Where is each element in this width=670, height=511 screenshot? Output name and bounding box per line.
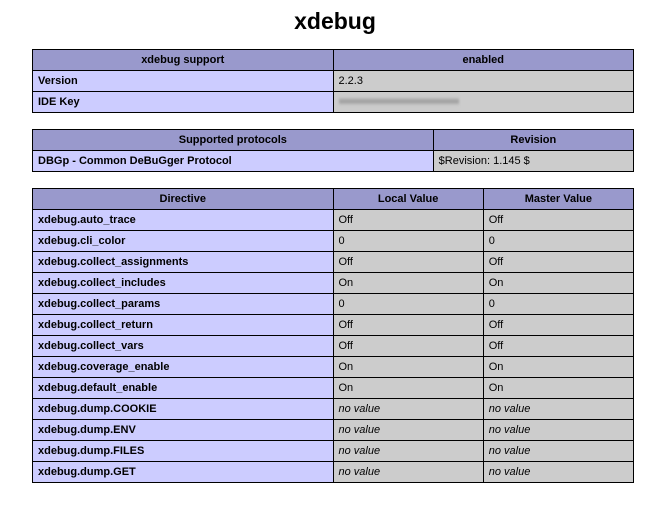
version-label: Version — [33, 71, 334, 92]
directive-header-local: Local Value — [333, 189, 483, 210]
directive-master-value: Off — [483, 210, 633, 231]
table-row — [33, 441, 634, 462]
directive-master-value: no value — [483, 420, 633, 441]
table-row — [33, 357, 634, 378]
directive-master-value: On — [483, 273, 633, 294]
directive-local-value: no value — [333, 462, 483, 483]
table-row — [33, 462, 634, 483]
table-row — [33, 92, 634, 113]
table-row — [33, 315, 634, 336]
directive-local-value: no value — [333, 441, 483, 462]
directive-name: xdebug.collect_params — [33, 294, 334, 315]
directive-master-value: no value — [483, 462, 633, 483]
table-row — [33, 273, 634, 294]
directive-name: xdebug.collect_return — [33, 315, 334, 336]
directive-local-value: no value — [333, 420, 483, 441]
directive-master-value: no value — [483, 399, 633, 420]
version-value: 2.2.3 — [333, 71, 634, 92]
directives-table — [32, 188, 634, 483]
directive-name: xdebug.collect_assignments — [33, 252, 334, 273]
directive-master-value: Off — [483, 252, 633, 273]
directive-name: xdebug.dump.FILES — [33, 441, 334, 462]
protocol-revision: $Revision: 1.145 $ — [433, 151, 633, 172]
table-row — [33, 210, 634, 231]
ide-key-label: IDE Key — [33, 92, 334, 113]
directive-name: xdebug.dump.COOKIE — [33, 399, 334, 420]
support-header-label: xdebug support — [33, 50, 334, 71]
directive-local-value: On — [333, 378, 483, 399]
directive-name: xdebug.collect_vars — [33, 336, 334, 357]
directive-master-value: Off — [483, 315, 633, 336]
directive-master-value: On — [483, 357, 633, 378]
xdebug-info-page — [0, 8, 670, 483]
supported-protocols-table — [32, 129, 634, 172]
directive-name: xdebug.default_enable — [33, 378, 334, 399]
ide-key-value — [333, 92, 634, 113]
directive-header-name: Directive — [33, 189, 334, 210]
table-row — [33, 231, 634, 252]
directive-name: xdebug.dump.ENV — [33, 420, 334, 441]
page-title: xdebug — [294, 8, 376, 34]
directive-local-value: On — [333, 273, 483, 294]
directive-name: xdebug.collect_includes — [33, 273, 334, 294]
directive-master-value: 0 — [483, 294, 633, 315]
directive-local-value: no value — [333, 399, 483, 420]
directive-master-value: Off — [483, 336, 633, 357]
directive-name: xdebug.auto_trace — [33, 210, 334, 231]
directive-name: xdebug.dump.GET — [33, 462, 334, 483]
directive-header-master: Master Value — [483, 189, 633, 210]
directive-master-value: 0 — [483, 231, 633, 252]
table-header-row — [33, 189, 634, 210]
table-row — [33, 336, 634, 357]
directive-name: xdebug.cli_color — [33, 231, 334, 252]
table-row — [33, 252, 634, 273]
table-row — [33, 399, 634, 420]
xdebug-support-table — [32, 49, 634, 113]
table-header-row — [33, 50, 634, 71]
protocols-header-revision: Revision — [433, 130, 633, 151]
table-row — [33, 378, 634, 399]
redacted-value-icon — [339, 97, 459, 106]
table-row — [33, 151, 634, 172]
table-row — [33, 294, 634, 315]
directive-master-value: no value — [483, 441, 633, 462]
table-header-row — [33, 130, 634, 151]
directive-local-value: 0 — [333, 294, 483, 315]
directive-name: xdebug.coverage_enable — [33, 357, 334, 378]
table-row — [33, 71, 634, 92]
protocols-header-label: Supported protocols — [33, 130, 434, 151]
protocol-name: DBGp - Common DeBuGger Protocol — [33, 151, 434, 172]
directive-master-value: On — [483, 378, 633, 399]
directive-local-value: Off — [333, 210, 483, 231]
directive-local-value: 0 — [333, 231, 483, 252]
table-row — [33, 420, 634, 441]
directive-local-value: Off — [333, 336, 483, 357]
support-header-status: enabled — [333, 50, 634, 71]
directive-local-value: Off — [333, 252, 483, 273]
directive-local-value: On — [333, 357, 483, 378]
directive-local-value: Off — [333, 315, 483, 336]
